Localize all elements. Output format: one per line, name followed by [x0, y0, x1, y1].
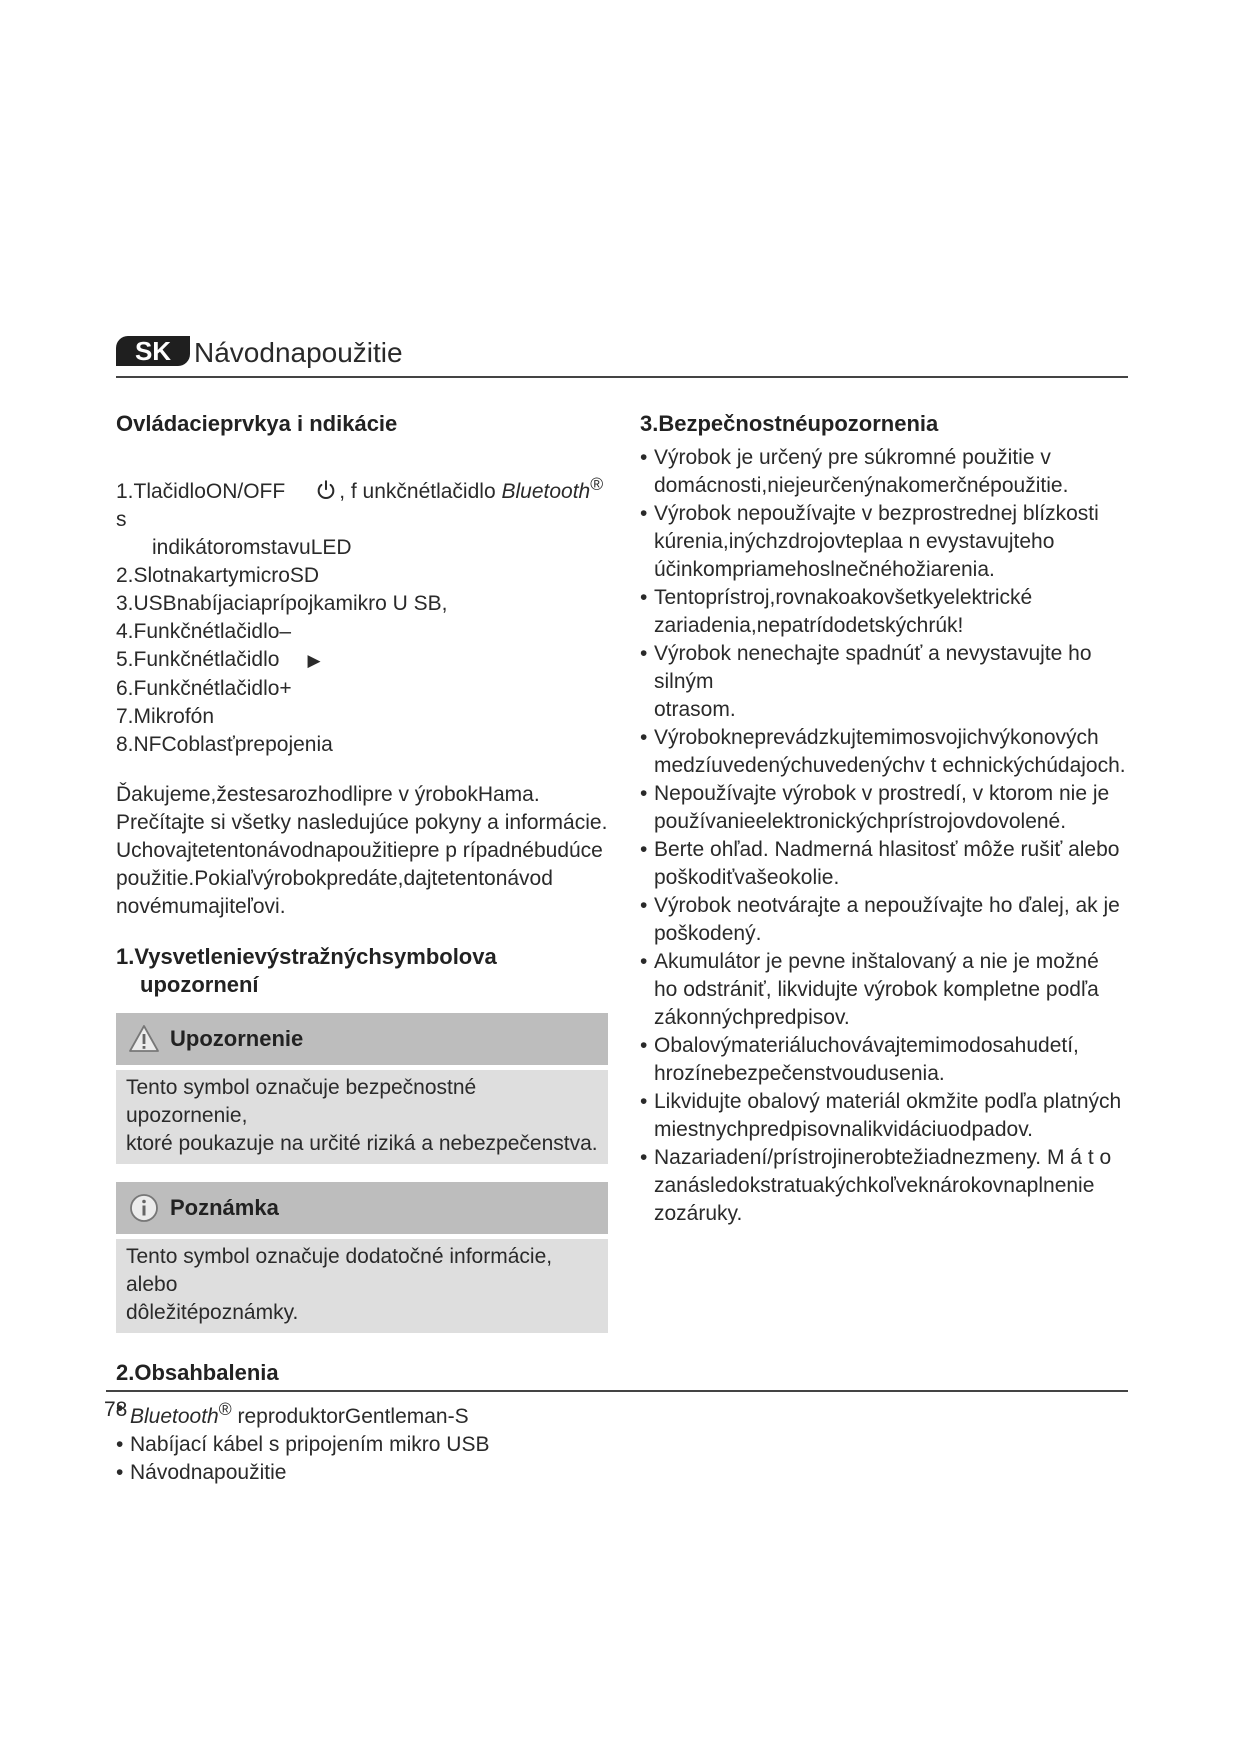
safety-note-line: • Likvidujte obalový materiál okmžite podľa platných — [654, 1090, 1122, 1113]
controls-item-1-prefix: 1.TlačidloON/OFF — [116, 480, 286, 503]
safety-note — [640, 640, 1140, 724]
safety-note — [640, 836, 1140, 892]
intro-line: Ďakujeme,žestesarozhodlipre v ýrobokHama. — [116, 783, 540, 806]
safety-note-line: • Výrobok nenechajte spadnúť a nevystavujte ho silným — [654, 642, 1092, 693]
safety-note-line: zanásledokstratuakýchkoľveknárokovnaplnenie — [654, 1174, 1095, 1197]
safety-note-line: poškodený. — [654, 922, 762, 945]
controls-item-2: 2.SlotnakartymicroSD — [116, 564, 320, 587]
safety-note-line: ho odstrániť, likvidujte výrobok kompletne podľa — [654, 978, 1099, 1001]
controls-item-1 — [116, 470, 616, 562]
right-column — [640, 410, 1140, 1228]
package-item — [116, 1395, 616, 1431]
registered-mark: ® — [590, 474, 604, 494]
safety-note — [640, 780, 1140, 836]
play-icon: ▶ — [307, 651, 321, 670]
note-box-header — [116, 1182, 608, 1234]
safety-note-line: • Nepoužívajte výrobok v prostredí, v ktorom nie je — [654, 782, 1110, 805]
controls-item-1-mid: , f unkčnétlačidlo — [339, 480, 496, 503]
page-header — [116, 334, 1128, 378]
safety-note-line: účinkompriamehoslnečnéhožiarenia. — [654, 558, 995, 581]
safety-note-line: • Obalovýmateriáluchovávajtemimodosahudetí, — [654, 1034, 1079, 1057]
bluetooth-brand: Bluetooth — [501, 480, 591, 503]
warning-text: ktoré poukazuje na určité riziká a nebezpečenstva. — [126, 1132, 598, 1155]
intro-line: použitie.Pokiaľvýrobokpredáte,dajtetentonávod — [116, 867, 553, 890]
safety-note — [640, 1088, 1140, 1144]
safety-note-line: • Výrobok neotvárajte a nepoužívajte ho ďalej, ak je — [654, 894, 1120, 917]
bluetooth-brand: Bluetooth — [130, 1405, 219, 1428]
safety-note — [640, 948, 1140, 1032]
warning-title: Upozornenie — [170, 1026, 304, 1051]
registered-mark: ® — [218, 1399, 232, 1419]
safety-note-line: používanieelektronickýchprístrojovdovolené. — [654, 810, 1067, 833]
safety-note — [640, 500, 1140, 584]
intro-paragraph — [116, 781, 616, 921]
page-number: 78 — [104, 1398, 128, 1421]
power-icon — [315, 479, 337, 501]
note-text: Tento symbol označuje dodatočné informácie, alebo — [126, 1245, 553, 1296]
safety-note — [640, 444, 1140, 500]
package-item: • Návodnapoužitie — [116, 1459, 616, 1487]
info-icon — [128, 1192, 160, 1224]
safety-note-line: • Výrobok je určený pre súkromné použitie v — [654, 446, 1051, 469]
safety-note-line: • Výrobok nepoužívajte v bezprostrednej blízkosti — [654, 502, 1099, 525]
safety-note-line: hrozínebezpečenstvoudusenia. — [654, 1062, 945, 1085]
note-box-body — [116, 1239, 608, 1333]
language-badge: SK — [116, 336, 190, 366]
warning-box — [116, 1013, 608, 1164]
controls-list — [116, 470, 616, 759]
safety-note-line: • Výrobokneprevádzkujtemimosvojichvýkonových — [654, 726, 1099, 749]
section-2-heading: 2.Obsahbalenia — [116, 1360, 279, 1385]
safety-note-line: • Akumulátor je pevne inštalovaný a nie je možné — [654, 950, 1099, 973]
intro-line: Prečítajte si všetky nasledujúce pokyny a informácie. — [116, 811, 608, 834]
warning-icon — [128, 1023, 160, 1055]
controls-item-6: 6.Funkčnétlačidlo+ — [116, 677, 292, 700]
warning-box-header — [116, 1013, 608, 1065]
controls-item-1-suffix: s — [116, 508, 127, 531]
safety-note-line: zozáruky. — [654, 1202, 743, 1225]
safety-note-line: domácnosti,niejeurčenýnakomerčnépoužitie. — [654, 474, 1069, 497]
intro-line: novémumajiteľovi. — [116, 895, 286, 918]
warning-box-body — [116, 1070, 608, 1164]
note-box — [116, 1182, 608, 1333]
safety-note-line: zákonnýchpredpisov. — [654, 1006, 850, 1029]
package-contents-list — [116, 1395, 616, 1487]
page-title: Návodnapoužitie — [194, 337, 403, 368]
section-1 — [116, 943, 616, 1333]
controls-item-8: 8.NFCoblasťprepojenia — [116, 733, 333, 756]
safety-note-line: • Berte ohľad. Nadmerná hlasitosť môže rušiť alebo — [654, 838, 1120, 861]
safety-note-line: • Tentoprístroj,rovnakoakovšetkyelektrické — [654, 586, 1033, 609]
package-item-text: reproduktorGentleman-S — [231, 1405, 469, 1428]
controls-item-1-cont: indikátoromstavuLED — [152, 536, 352, 559]
safety-note-line: kúrenia,inýchzdrojovteplaa n evystavujteho — [654, 530, 1055, 553]
controls-item-5 — [116, 646, 616, 675]
controls-item-4: 4.Funkčnétlačidlo– — [116, 620, 292, 643]
safety-note — [640, 1144, 1140, 1228]
safety-note-line: medzíuvedenýchuvedenýchv t echnickýchúdajoch. — [654, 754, 1126, 777]
section-1-heading-cont: upozornení — [140, 972, 259, 997]
section-2 — [116, 1359, 616, 1487]
note-text: dôležitépoznámky. — [126, 1301, 299, 1324]
safety-note — [640, 892, 1140, 948]
safety-note-line: miestnychpredpisovnalikvidáciuodpadov. — [654, 1118, 1033, 1141]
safety-note-line: poškodiťvašeokolie. — [654, 866, 840, 889]
safety-note — [640, 724, 1140, 780]
safety-note-line: zariadenia,nepatrídodetskýchrúk! — [654, 614, 964, 637]
left-column — [116, 410, 616, 1487]
section-1-heading: 1.Vysvetlenievýstražnýchsymbolova — [116, 944, 497, 969]
intro-line: Uchovajtetentonávodnapoužitiepre p rípadnébudúce — [116, 839, 603, 862]
controls-item-7: 7.Mikrofón — [116, 705, 215, 728]
safety-note — [640, 1032, 1140, 1088]
controls-item-5-label: 5.Funkčnétlačidlo — [116, 648, 280, 671]
package-item: • Nabíjací kábel s pripojením mikro USB — [116, 1431, 616, 1459]
controls-heading: Ovládacieprvkya i ndikácie — [116, 411, 398, 436]
section-3-heading: 3.Bezpečnostnéupozornenia — [640, 411, 939, 436]
safety-note-line: • Nazariadení/prístrojinerobtežiadnezmeny. M á t o — [654, 1146, 1112, 1169]
safety-note-line: otrasom. — [654, 698, 736, 721]
controls-item-3: 3.USBnabíjaciaprípojkamikro U SB, — [116, 592, 448, 615]
safety-note — [640, 584, 1140, 640]
note-title: Poznámka — [170, 1195, 279, 1220]
safety-notes-list — [640, 444, 1140, 1228]
warning-text: Tento symbol označuje bezpečnostné upozornenie, — [126, 1076, 477, 1127]
footer-divider — [106, 1390, 1128, 1392]
